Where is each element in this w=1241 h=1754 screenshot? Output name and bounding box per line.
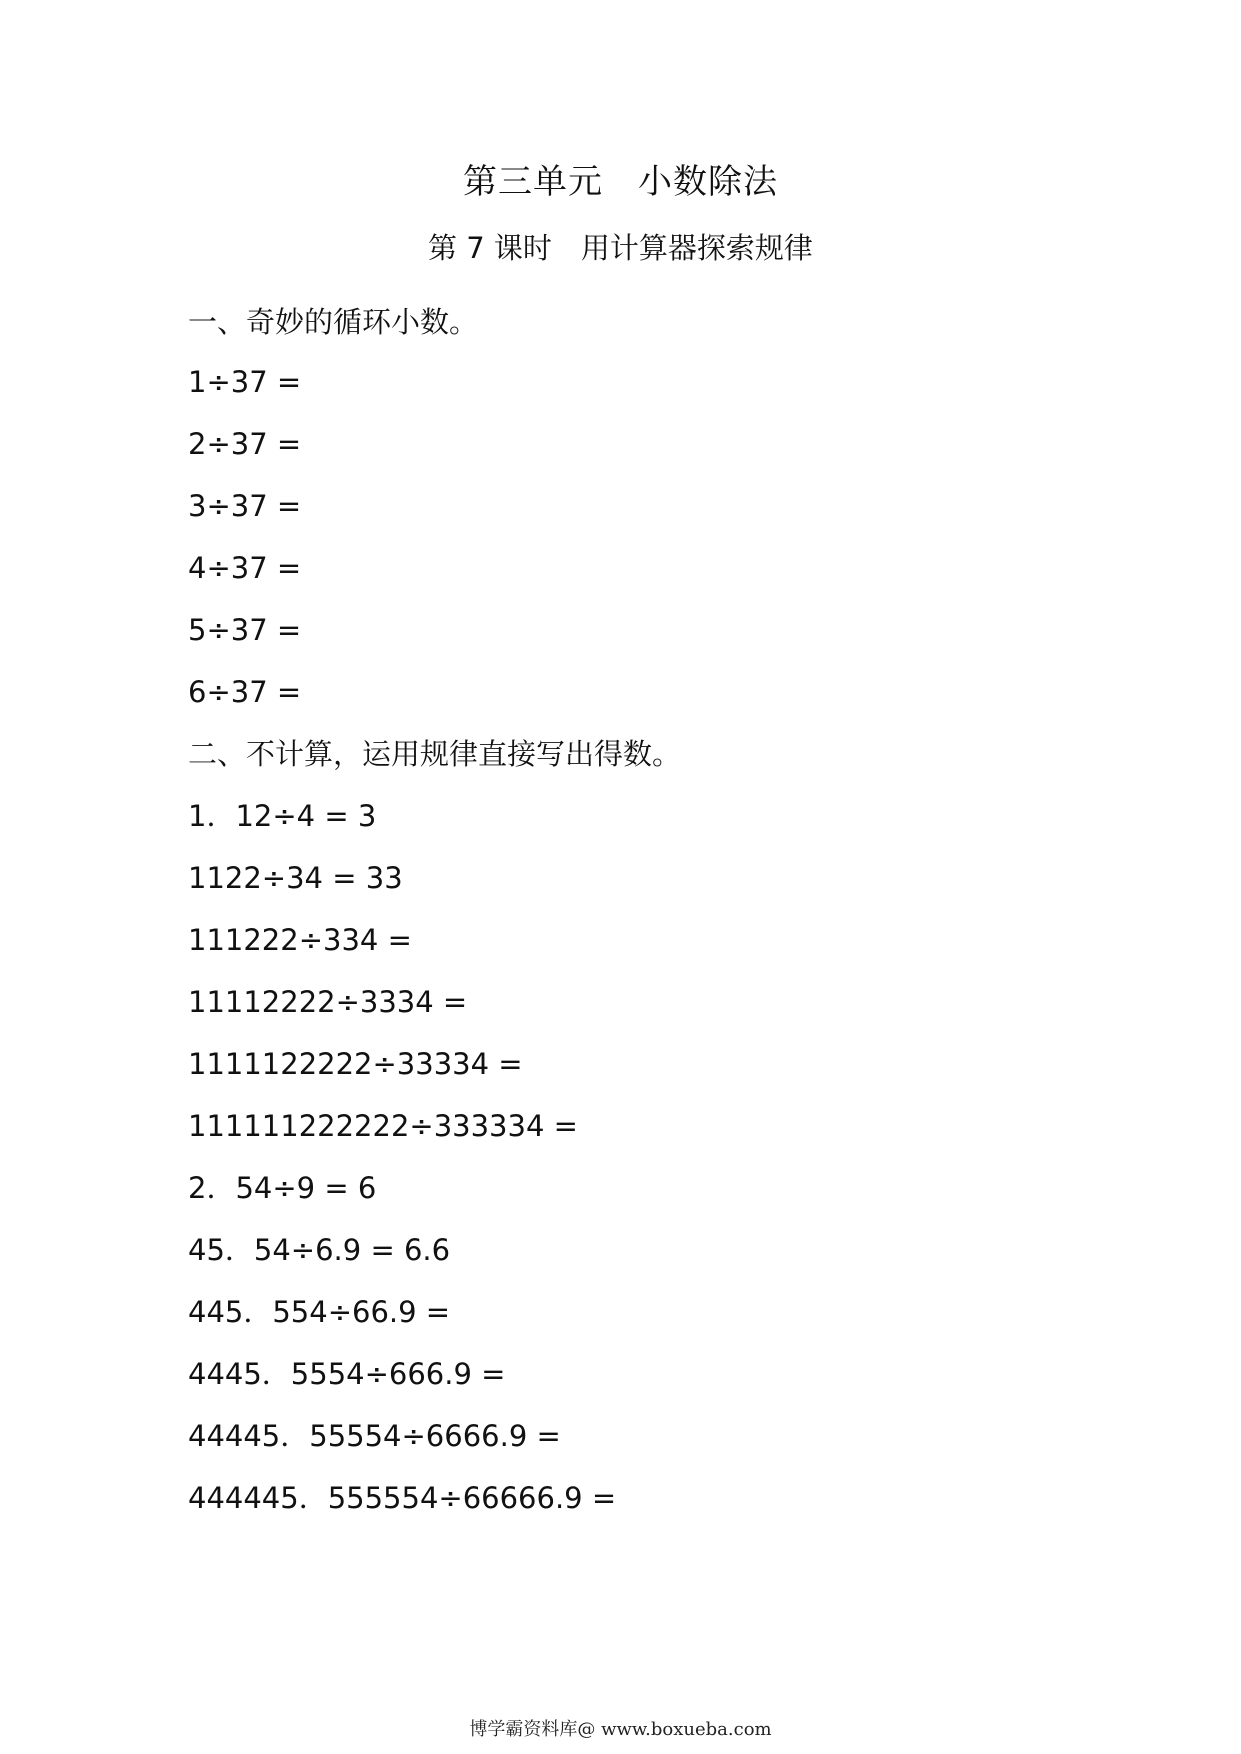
problem-2-1-4: 11112222÷3334 = (188, 985, 468, 1019)
problem-2-2-1: 2．54÷9 = 6 (188, 1171, 377, 1205)
problem-1-2: 2÷37 = (188, 427, 302, 461)
problem-2-1-1: 1．12÷4 = 3 (188, 799, 377, 833)
section-2-heading: 二、不计算，运用规律直接写出得数。 (188, 737, 682, 771)
problem-1-5: 5÷37 = (188, 613, 302, 647)
problem-2-2-5: 44445．55554÷6666.9 = (188, 1419, 561, 1453)
problem-2-1-3: 111222÷334 = (188, 923, 412, 957)
problem-1-6: 6÷37 = (188, 675, 302, 709)
problem-2-2-2: 45．54÷6.9 = 6.6 (188, 1233, 451, 1267)
problem-1-4: 4÷37 = (188, 551, 302, 585)
lesson-subtitle: 第 7 课时 用计算器探索规律 (428, 231, 813, 265)
problem-1-1: 1÷37 = (188, 365, 302, 399)
section-1-heading: 一、奇妙的循环小数。 (188, 305, 479, 339)
problem-2-1-5: 1111122222÷33334 = (188, 1047, 523, 1081)
footer-watermark: 博学霸资料库@ www.boxueba.com (469, 1719, 772, 1740)
problem-1-3: 3÷37 = (188, 489, 302, 523)
problem-2-2-4: 4445．5554÷666.9 = (188, 1357, 506, 1391)
problem-2-1-2: 1122÷34 = 33 (188, 861, 403, 895)
problem-2-2-3: 445．554÷66.9 = (188, 1295, 451, 1329)
problem-2-2-6: 444445．555554÷66666.9 = (188, 1481, 617, 1515)
page-title: 第三单元 小数除法 (463, 162, 778, 202)
problem-2-1-6: 111111222222÷333334 = (188, 1109, 578, 1143)
